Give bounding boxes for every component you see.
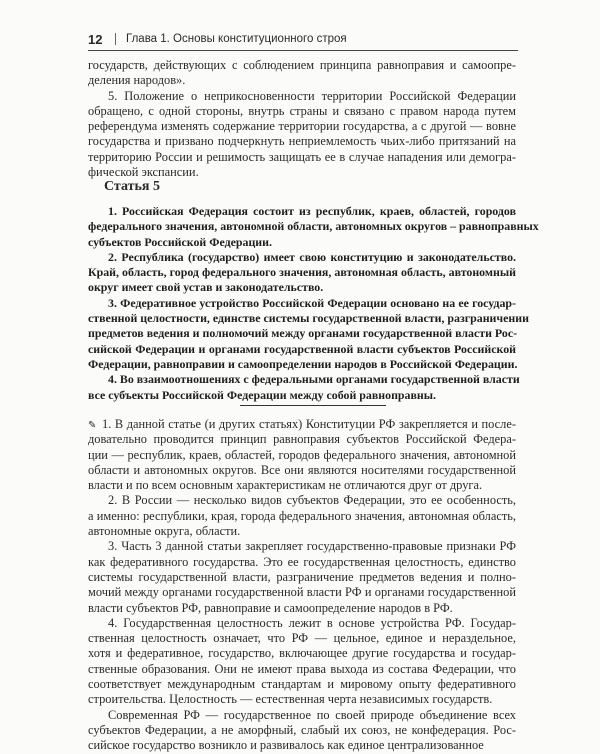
line-text: власти субъектов РФ, равноправие и самоопределение народов в РФ. bbox=[88, 600, 453, 615]
intro-text bbox=[88, 58, 516, 180]
text-line bbox=[88, 723, 516, 738]
text-line bbox=[88, 235, 516, 250]
header-divider bbox=[115, 33, 116, 45]
line-text: предметов ведения и полномочий между органами государственной власти Рос- bbox=[88, 326, 518, 341]
line-text: государств, действующих с соблюдением принципа равноправия и самоопре- bbox=[88, 58, 516, 72]
text-line bbox=[88, 463, 516, 478]
text-line bbox=[88, 104, 516, 119]
line-text: ции — республик, краев, областей, городов федерального значения, автономной bbox=[88, 447, 516, 462]
text-line bbox=[88, 326, 516, 341]
line-text: 1. Российская Федерация состоит из республик, краев, областей, городов bbox=[108, 204, 516, 218]
line-text: автономные округа, области. bbox=[88, 524, 241, 539]
line-text: системы государственной власти, разграничение предметов ведения и полно- bbox=[88, 569, 516, 584]
line-text: все субъекты Российской Федерации между собой равноправны. bbox=[88, 387, 437, 402]
line-text: фической экспансии. bbox=[88, 165, 199, 180]
running-header bbox=[88, 32, 518, 51]
text-line bbox=[88, 73, 516, 88]
paragraph bbox=[88, 493, 516, 539]
text-line bbox=[88, 555, 516, 570]
text-line bbox=[88, 134, 516, 149]
text-line bbox=[88, 509, 516, 524]
paragraph bbox=[88, 204, 539, 250]
line-text: обращено, с одной стороны, внутрь страны и связано с правом народа путем bbox=[88, 103, 516, 118]
article-text bbox=[88, 204, 539, 403]
line-text: Край, область, город федерального значения, автономная область, автономный bbox=[88, 265, 516, 280]
section-divider bbox=[240, 405, 386, 406]
text-line bbox=[88, 616, 516, 631]
line-text: государства и призвано подчеркнуть неприемлемость чьих-либо притязаний на bbox=[88, 134, 516, 149]
line-text: Современная РФ — государственное по своей природе объединение всех bbox=[108, 707, 516, 722]
line-text: территорию России и решимость защищать ее в случае нападения или демогра- bbox=[88, 149, 516, 164]
text-line bbox=[88, 570, 516, 585]
line-text: 4. Государственная целостность лежит в основе устройства РФ. Государ- bbox=[108, 615, 516, 630]
line-text: соответствует международным стандартам и мировому опыту федеративного bbox=[88, 677, 516, 692]
line-text: референдума изменять содержание территории государства, а с другой — вовне bbox=[88, 119, 516, 134]
line-text: 5. Положение о неприкосновенности территории Российской Федерации bbox=[108, 88, 516, 103]
text-line bbox=[88, 662, 516, 677]
text-line bbox=[88, 524, 516, 539]
text-line bbox=[88, 204, 516, 219]
line-text: сийское государство возникло и развивалось как единое централизованное bbox=[88, 738, 484, 753]
text-line bbox=[88, 738, 516, 753]
paragraph bbox=[88, 708, 516, 754]
text-line bbox=[88, 708, 516, 723]
line-text: деления народов». bbox=[88, 73, 186, 88]
paragraph bbox=[88, 58, 516, 89]
text-line bbox=[88, 539, 516, 554]
pen-icon: ✎ bbox=[88, 420, 97, 431]
line-text: 2. В России — несколько видов субъектов Федерации, это ее особенность, bbox=[108, 493, 516, 508]
text-line bbox=[88, 357, 516, 372]
text-line bbox=[88, 631, 516, 646]
text-line bbox=[88, 448, 516, 463]
text-line bbox=[88, 342, 516, 357]
line-text: 3. Федеративное устройство Российской Федерации основано на ее государ- bbox=[108, 295, 516, 310]
text-line bbox=[88, 296, 516, 311]
line-text: федерального значения, автономной области, автономных округов – равноправных bbox=[88, 219, 539, 234]
line-text: как федеративного государства. Это ее государственная целостность, единство bbox=[88, 554, 516, 569]
line-text: 4. Во взаимоотношениях с федеральными органами государственной власти bbox=[108, 372, 520, 387]
text-line bbox=[88, 58, 516, 73]
text-line bbox=[88, 585, 516, 600]
line-text: ственная целостность означает, что РФ — цельное, единое и нераздельное, bbox=[88, 631, 516, 646]
paragraph bbox=[88, 295, 529, 372]
paragraph bbox=[88, 250, 516, 296]
line-text: ственные образования. Они не имеют права выхода из состава Федерации, что bbox=[88, 661, 516, 676]
line-text: сийской Федерации и органами государственной власти субъектов Российской bbox=[88, 341, 516, 356]
text-line bbox=[88, 388, 516, 403]
text-line bbox=[88, 119, 516, 134]
line-text: власти и по всем основным характеристикам не отличаются друг от друга. bbox=[88, 478, 483, 493]
line-text: хотя и федеративное, государство, включающее другие государства и государ- bbox=[88, 646, 516, 661]
paragraph bbox=[88, 372, 520, 403]
chapter-title: Глава 1. Основы конституционного строя bbox=[126, 33, 347, 45]
article-title: Статья 5 bbox=[104, 179, 160, 194]
line-text: строительства. Целостность — естественная черта независимых государств. bbox=[88, 692, 493, 707]
line-text: Федерации, равноправии и самоопределении народов в Российской Федерации. bbox=[88, 356, 518, 371]
text-line bbox=[88, 250, 516, 265]
paragraph bbox=[88, 616, 516, 708]
line-text: 2. Республика (государство) имеет свою конституцию и законодательство. bbox=[108, 249, 516, 264]
line-text: области и автономных округов. Все они являются носителями государственной bbox=[88, 462, 516, 477]
text-line bbox=[88, 311, 529, 326]
text-line bbox=[88, 280, 516, 295]
text-line bbox=[88, 372, 520, 387]
line-text: округ имеет свой устав и законодательство. bbox=[88, 280, 324, 295]
text-line bbox=[88, 692, 516, 707]
line-text: довательно проводится принцип равноправия субъектов Российской Федера- bbox=[88, 432, 516, 447]
page-number: 12 bbox=[88, 32, 103, 47]
text-line bbox=[88, 265, 516, 280]
text-line bbox=[88, 150, 516, 165]
line-text: 1. В данной статье (и других статьях) Конституции РФ закрепляется и после- bbox=[102, 417, 516, 431]
line-text: субъектов Российской Федерации. bbox=[88, 234, 272, 249]
line-text: а именно: республики, края, города федерального значения, автономная область, bbox=[88, 508, 516, 523]
line-text: мочий между органами государственной власти РФ и органами государственной bbox=[88, 585, 516, 600]
text-line bbox=[88, 646, 516, 661]
text-line bbox=[88, 478, 516, 493]
paragraph bbox=[88, 89, 516, 181]
text-line bbox=[88, 219, 539, 234]
text-line bbox=[88, 417, 516, 432]
text-line bbox=[88, 432, 516, 447]
text-line bbox=[88, 493, 516, 508]
commentary-text bbox=[88, 417, 516, 754]
paragraph bbox=[88, 539, 516, 615]
line-text: 3. Часть 3 данной статьи закрепляет государственно-правовые признаки РФ bbox=[108, 539, 516, 554]
text-line bbox=[88, 601, 516, 616]
text-line bbox=[88, 89, 516, 104]
line-text: ственной целостности, единстве системы государственной власти, разграничении bbox=[88, 311, 529, 326]
text-line bbox=[88, 677, 516, 692]
paragraph bbox=[88, 417, 516, 493]
line-text: субъектов Федерации, а не аморфный, слабый их союз, не конфедерация. Рос- bbox=[88, 722, 516, 737]
